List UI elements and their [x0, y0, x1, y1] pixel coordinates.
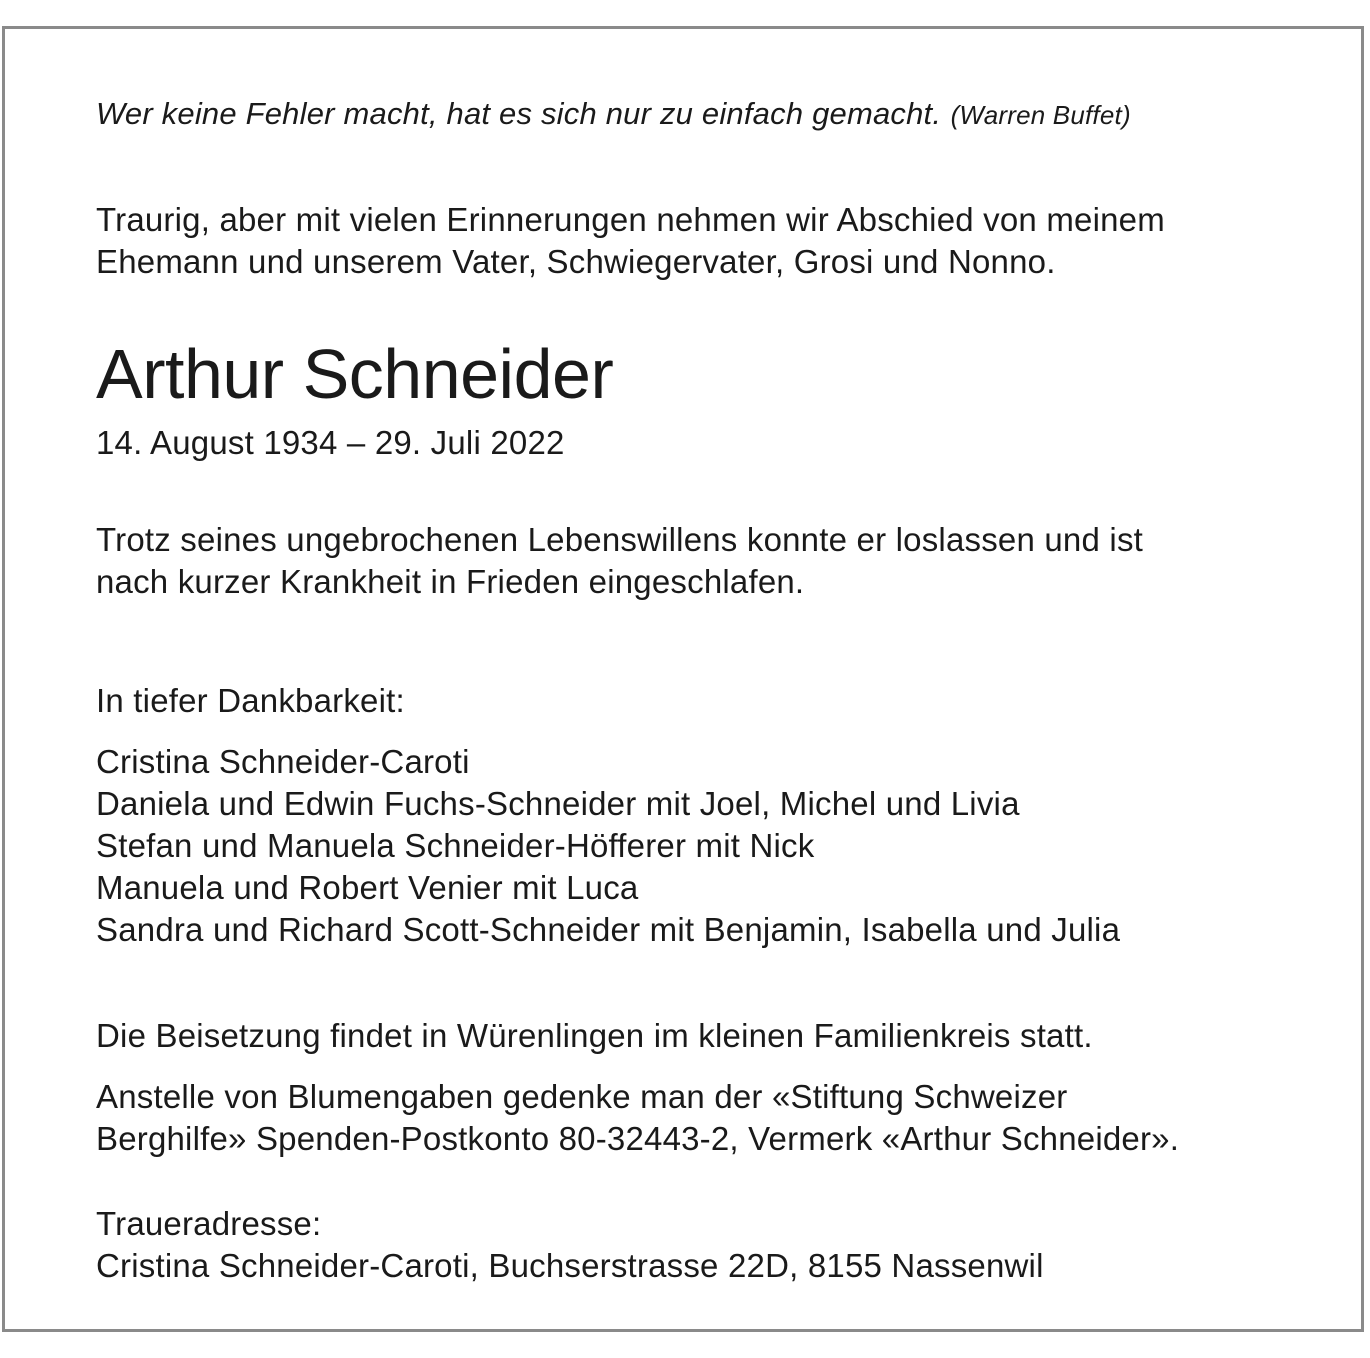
mourner-line: Stefan und Manuela Schneider-Höfferer mit Nick: [96, 827, 815, 864]
mourner-line: Sandra und Richard Scott-Schneider mit Benjamin, Isabella und Julia: [96, 911, 1121, 948]
quote-author: (Warren Buffet): [950, 100, 1131, 130]
intro-line-2: Ehemann und unserem Vater, Schwiegervater, Grosi und Nonno.: [96, 243, 1056, 280]
address-value: Cristina Schneider-Caroti, Buchserstrasse 22D, 8155 Nassenwil: [96, 1247, 1044, 1284]
mourner-line: Daniela und Edwin Fuchs-Schneider mit Joel, Michel und Livia: [96, 785, 1020, 822]
donation-line-1: Anstelle von Blumengaben gedenke man der «Stiftung Schweizer: [96, 1078, 1068, 1115]
quote-text: Wer keine Fehler macht, hat es sich nur zu einfach gemacht.: [96, 96, 942, 131]
gratitude-heading: In tiefer Dankbarkeit:: [96, 682, 405, 719]
passing-line-2: nach kurzer Krankheit in Frieden eingeschlafen.: [96, 563, 805, 600]
donation-line-2: Berghilfe» Spenden-Postkonto 80-32443-2, Vermerk «Arthur Schneider».: [96, 1120, 1180, 1157]
burial-text: Die Beisetzung findet in Würenlingen im kleinen Familienkreis statt.: [96, 1017, 1093, 1054]
intro-line-1: Traurig, aber mit vielen Erinnerungen nehmen wir Abschied von meinem: [96, 201, 1165, 238]
mourner-line: Cristina Schneider-Caroti: [96, 743, 470, 780]
passing-line-1: Trotz seines ungebrochenen Lebenswillens konnte er loslassen und ist: [96, 521, 1144, 558]
deceased-name: Arthur Schneider: [96, 335, 614, 413]
quote: [96, 92, 1131, 136]
life-dates: 14. August 1934 – 29. Juli 2022: [96, 424, 565, 461]
mourner-line: Manuela und Robert Venier mit Luca: [96, 869, 639, 906]
address-label: Traueradresse:: [96, 1205, 322, 1242]
